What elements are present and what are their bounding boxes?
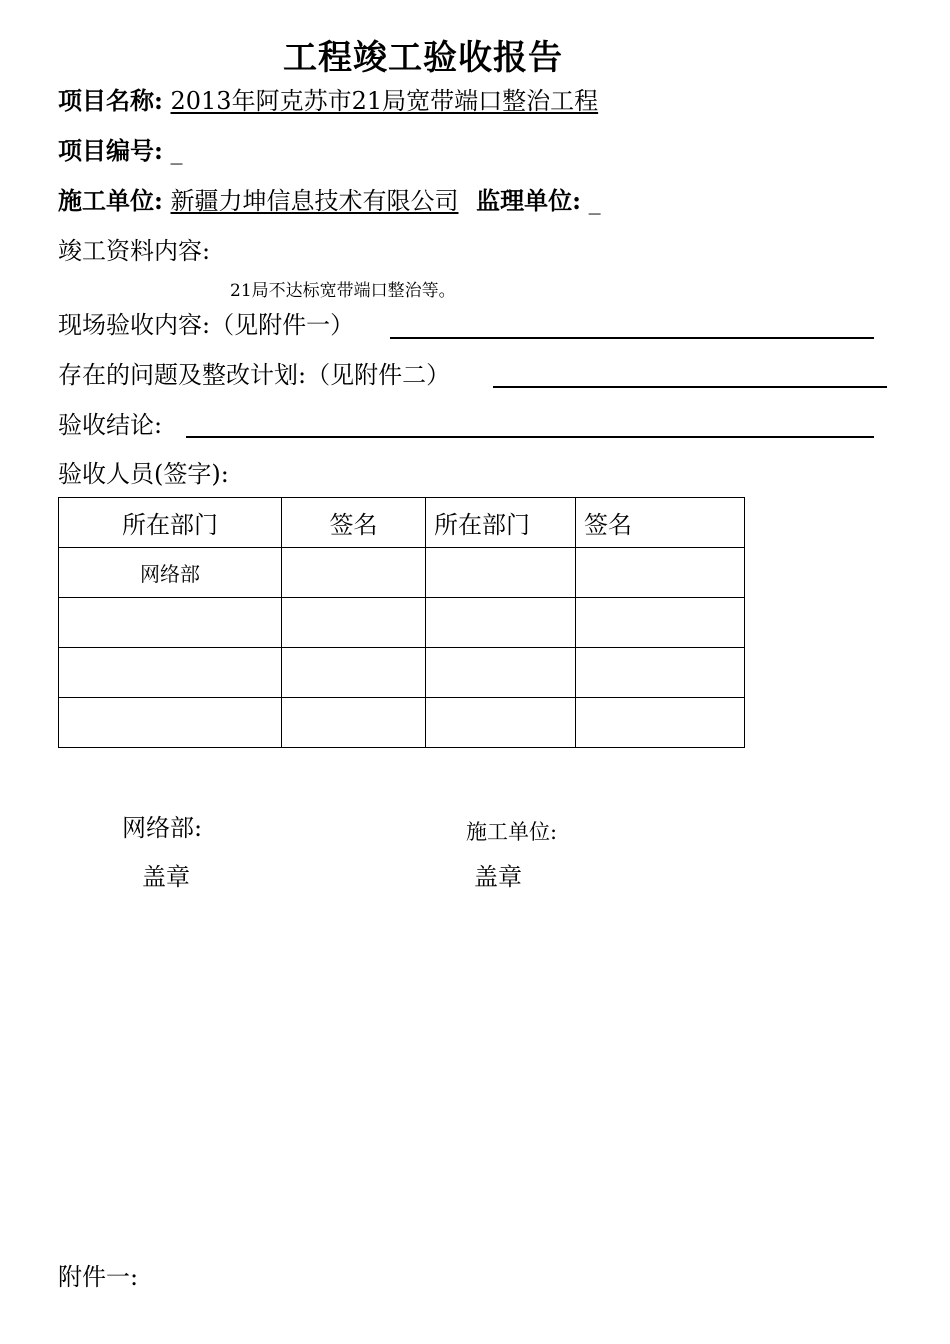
contractor-label: 施工单位: xyxy=(58,186,163,215)
table-cell[interactable] xyxy=(59,648,282,698)
table-cell[interactable] xyxy=(576,548,745,598)
project-number-value: _ xyxy=(170,137,183,165)
site-inspection-line xyxy=(390,337,874,339)
table-cell: 网络部 xyxy=(59,548,282,598)
site-inspection-label: 现场验收内容:（见附件一） xyxy=(58,311,355,339)
project-number-label: 项目编号: xyxy=(58,136,163,165)
contractor-value: 新疆力坤信息技术有限公司 xyxy=(170,187,459,215)
table-row xyxy=(59,548,745,598)
table-cell[interactable] xyxy=(426,598,576,648)
conclusion-line xyxy=(186,436,874,438)
issues-plan-line xyxy=(493,386,887,388)
table-cell[interactable] xyxy=(59,598,282,648)
stamp-network-label: 网络部: xyxy=(122,814,203,842)
table-cell[interactable] xyxy=(282,598,426,648)
table-cell[interactable] xyxy=(426,648,576,698)
contractor-row xyxy=(58,186,601,216)
table-row xyxy=(59,598,745,648)
conclusion-label: 验收结论: xyxy=(58,411,163,439)
project-name-value: 2013年阿克苏市21局宽带端口整治工程 xyxy=(170,87,599,115)
document-title: 工程竣工验收报告 xyxy=(283,38,563,78)
project-name-label: 项目名称: xyxy=(58,86,163,115)
table-cell[interactable] xyxy=(282,698,426,748)
table-cell[interactable] xyxy=(576,648,745,698)
issues-plan-label: 存在的问题及整改计划:（见附件二） xyxy=(58,361,451,389)
header-department-1: 所在部门 xyxy=(59,498,282,548)
inspectors-table xyxy=(58,497,745,748)
table-cell[interactable] xyxy=(282,548,426,598)
table-header-row xyxy=(59,498,745,548)
project-name-row xyxy=(58,86,598,116)
inspectors-label: 验收人员(签字): xyxy=(58,460,229,488)
table-cell[interactable] xyxy=(426,548,576,598)
table-row xyxy=(59,648,745,698)
header-signature-2: 签名 xyxy=(576,498,745,548)
supervisor-label: 监理单位: xyxy=(476,186,581,215)
completion-materials-label: 竣工资料内容: xyxy=(58,237,211,265)
header-department-2: 所在部门 xyxy=(426,498,576,548)
stamp-contractor-seal: 盖章 xyxy=(474,863,522,891)
table-row xyxy=(59,698,745,748)
table-cell[interactable] xyxy=(426,698,576,748)
attachment-label: 附件一: xyxy=(58,1263,139,1291)
table-cell[interactable] xyxy=(59,698,282,748)
supervisor-value: _ xyxy=(588,187,601,215)
stamp-network-seal: 盖章 xyxy=(142,863,190,891)
stamp-contractor-label: 施工单位: xyxy=(466,820,558,844)
header-signature-1: 签名 xyxy=(282,498,426,548)
table-cell[interactable] xyxy=(576,698,745,748)
project-number-row xyxy=(58,136,183,166)
table-cell[interactable] xyxy=(576,598,745,648)
completion-materials-value: 21局不达标宽带端口整治等。 xyxy=(230,281,456,301)
table-cell[interactable] xyxy=(282,648,426,698)
